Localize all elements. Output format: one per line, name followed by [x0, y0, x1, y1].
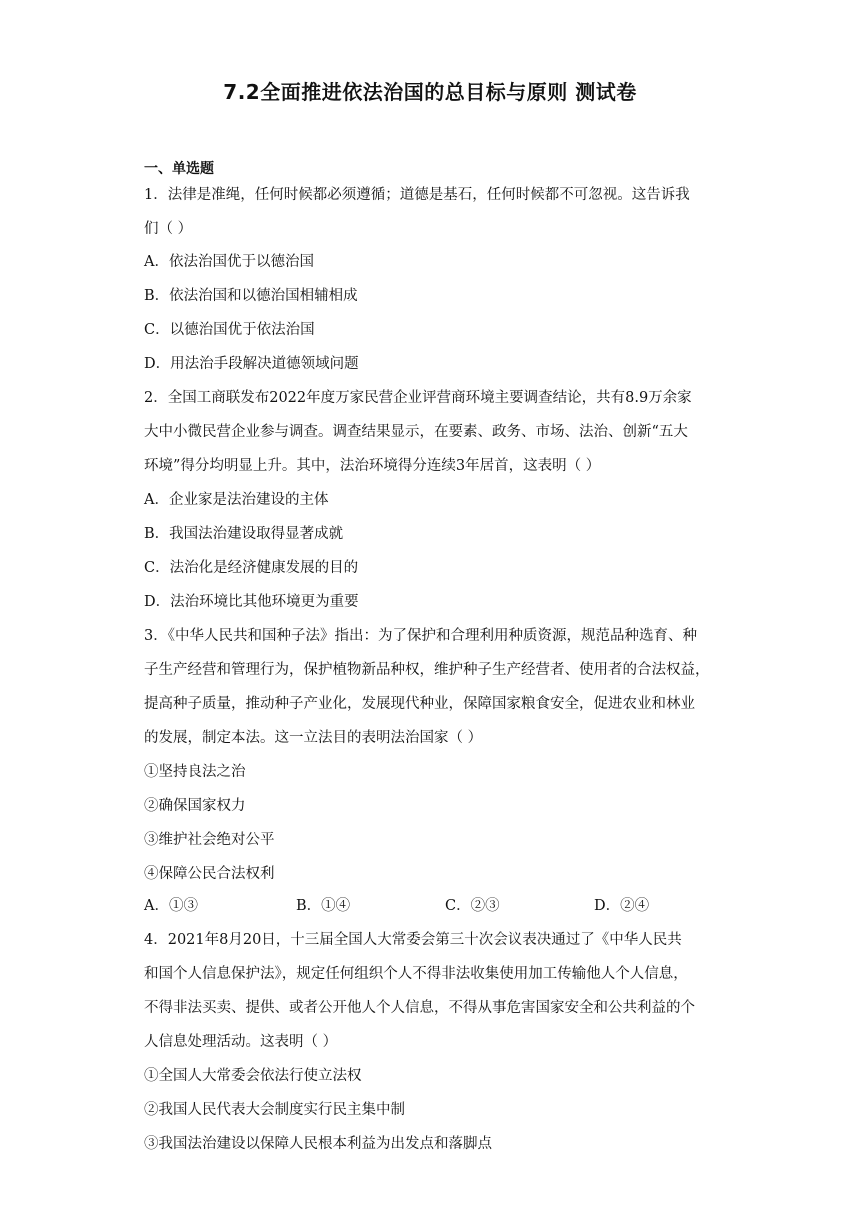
q1-option-c: C．以德治国优于依法治国 — [144, 322, 315, 338]
q3-option-c: C．②③ — [445, 898, 500, 914]
q2-option-b: B．我国法治建设取得显著成就 — [144, 526, 344, 542]
q4-stem-line-4: 人信息处理活动。这表明（ ） — [144, 1034, 338, 1050]
q1-stem-line-1: 1．法律是准绳，任何时候都必须遵循；道德是基石，任何时候都不可忽视。这告诉我 — [144, 187, 690, 203]
q3-stem-line-4: 的发展，制定本法。这一立法目的表明法治国家（ ） — [144, 730, 483, 746]
q1-option-b: B．依法治国和以德治国相辅相成 — [144, 288, 358, 304]
q2-option-c: C．法治化是经济健康发展的目的 — [144, 560, 359, 576]
q1-option-d: D．用法治手段解决道德领域问题 — [144, 356, 359, 372]
q4-item-3: ③我国法治建设以保障人民根本利益为出发点和落脚点 — [144, 1136, 492, 1152]
q4-item-1: ①全国人大常委会依法行使立法权 — [144, 1068, 362, 1084]
q2-option-a: A．企业家是法治建设的主体 — [144, 492, 329, 508]
q4-item-2: ②我国人民代表大会制度实行民主集中制 — [144, 1102, 405, 1118]
q3-item-4: ④保障公民合法权利 — [144, 866, 275, 882]
q3-option-b: B．①④ — [296, 898, 351, 914]
q3-option-d: D．②④ — [594, 898, 650, 914]
q3-stem-line-1: 3．《中华人民共和国种子法》指出：为了保护和合理利用种质资源，规范品种选育、种 — [144, 628, 697, 644]
q3-option-a: A．①③ — [144, 898, 198, 914]
q2-stem-line-1: 2．全国工商联发布2022年度万家民营企业评营商环境主要调查结论，共有8.9万余家 — [144, 390, 692, 406]
q4-stem-line-3: 不得非法买卖、提供、或者公开他人个人信息，不得从事危害国家安全和公共利益的个 — [144, 1000, 695, 1016]
q3-stem-line-3: 提高种子质量，推动种子产业化，发展现代种业，保障国家粮食安全，促进农业和林业 — [144, 696, 695, 712]
q1-option-a: A．依法治国优于以德治国 — [144, 254, 314, 270]
q4-stem-line-1: 4．2021年8月20日，十三届全国人大常委会第三十次会议表决通过了《中华人民共 — [144, 932, 682, 948]
q1-stem-line-2: 们（ ） — [144, 221, 193, 237]
q3-stem-line-2: 子生产经营和管理行为，保护植物新品种权，维护种子生产经营者、使用者的合法权益， — [144, 662, 710, 678]
section-heading: 一、单选题 — [144, 161, 214, 177]
page-title: 7.2全面推进依法治国的总目标与原则 测试卷 — [223, 80, 637, 104]
q2-stem-line-2: 大中小微民营企业参与调查。调查结果显示，在要素、政务、市场、法治、创新“五大 — [144, 424, 688, 440]
q2-stem-line-3: 环境”得分均明显上升。其中，法治环境得分连续3年居首，这表明（ ） — [144, 458, 601, 474]
q3-item-2: ②确保国家权力 — [144, 798, 246, 814]
q3-item-1: ①坚持良法之治 — [144, 764, 246, 780]
q4-stem-line-2: 和国个人信息保护法》，规定任何组织个人不得非法收集使用加工传输他人个人信息， — [144, 966, 688, 982]
q2-option-d: D．法治环境比其他环境更为重要 — [144, 594, 359, 610]
q3-item-3: ③维护社会绝对公平 — [144, 832, 275, 848]
